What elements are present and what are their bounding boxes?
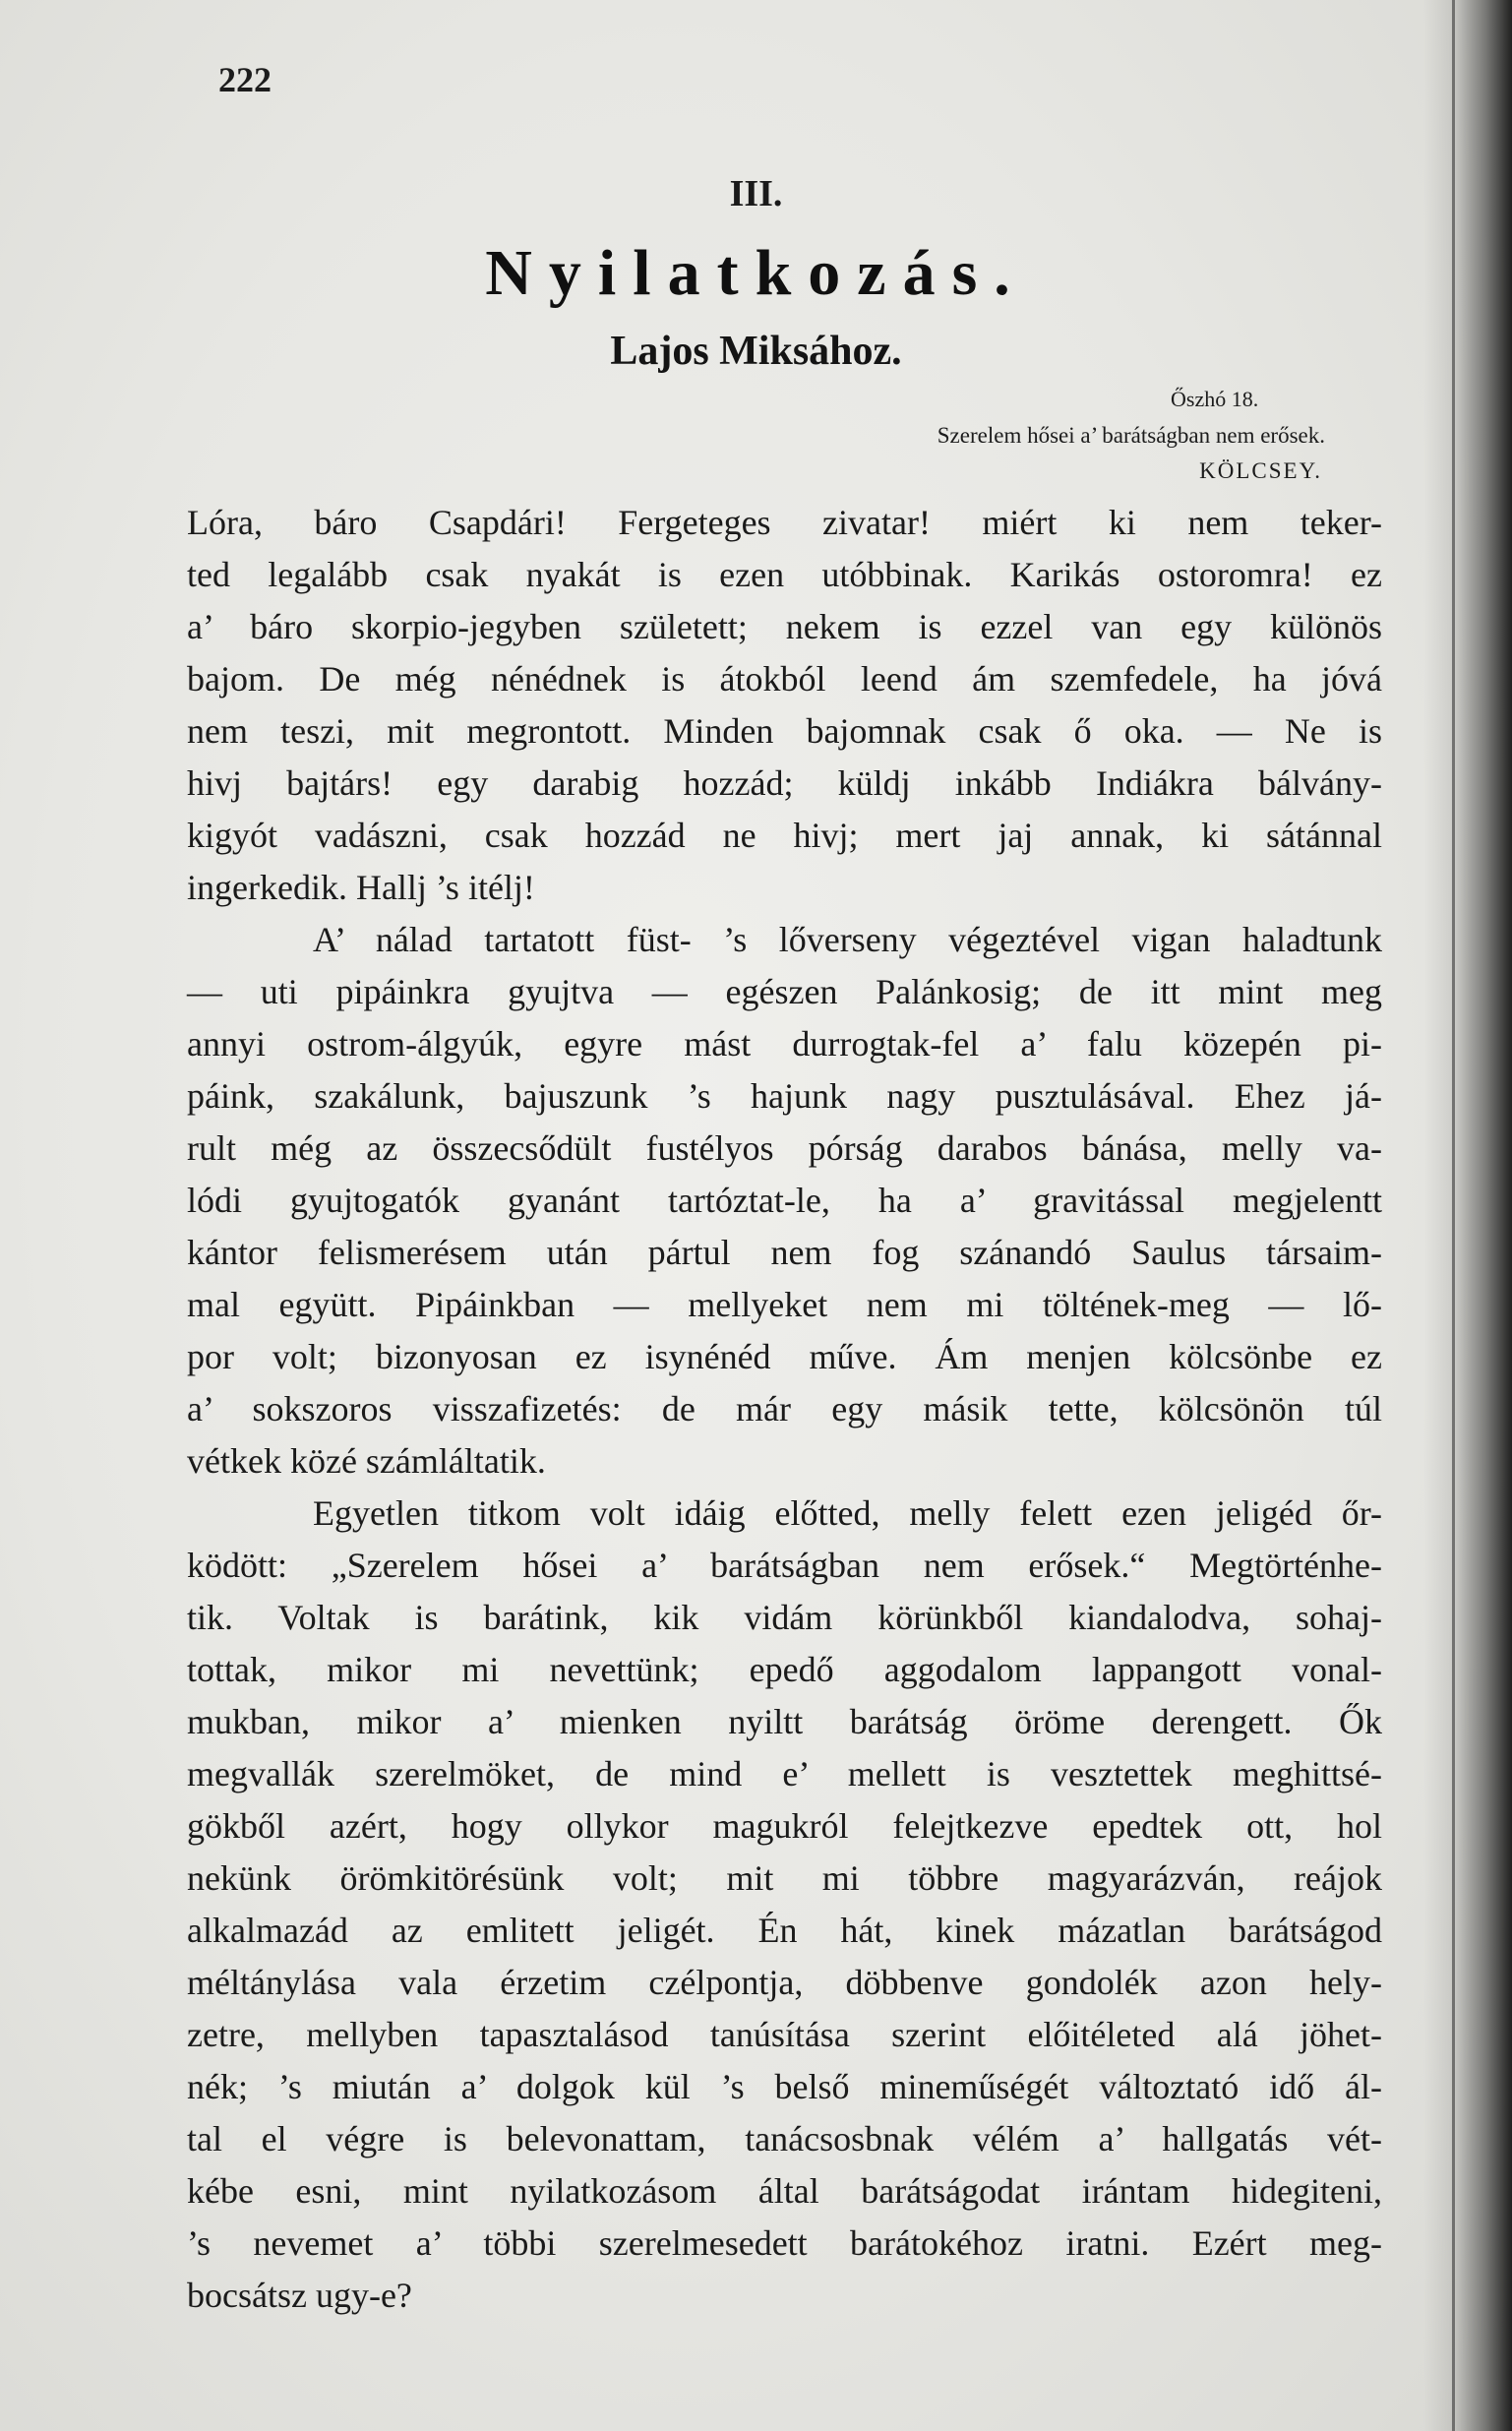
text-line: Lóra, báro Csapdári! Fergeteges zivatar! miért ki nem teker-	[187, 503, 1382, 542]
text-line: bocsátsz ugy-e?	[187, 2276, 412, 2315]
text-line: alkalmazád az emlitett jeligét. Én hát, kinek mázatlan barátságod	[187, 1911, 1382, 1950]
text-line: por volt; bizonyosan ez isynénéd műve. Ám menjen kölcsönbe ez	[187, 1337, 1382, 1376]
text-line: kigyót vadászni, csak hozzád ne hivj; mert jaj annak, ki sátánnal	[187, 816, 1382, 855]
text-line: tottak, mikor mi nevettünk; epedő aggodalom lappangott vonal-	[187, 1650, 1382, 1689]
text-line: gökből azért, hogy ollykor magukról felejtkezve epedtek ott, hol	[187, 1806, 1382, 1846]
text-line: tal el végre is belevonattam, tanácsosbnak vélém a’ hallgatás vét-	[187, 2119, 1382, 2158]
text-line: megvallák szerelmöket, de mind e’ mellett is vesztettek meghittsé-	[187, 1754, 1382, 1793]
text-line: méltánylása vala érzetim czélpontja, döbbenve gondolék azon hely-	[187, 1963, 1382, 2002]
text-line: mal együtt. Pipáinkban — mellyeket nem mi töltének-meg — lő-	[187, 1285, 1382, 1324]
text-line: nék; ’s miután a’ dolgok kül ’s belső mineműségét változtató idő ál-	[187, 2067, 1382, 2106]
text-line: tik. Voltak is barátink, kik vidám körünkből kiandalodva, sohaj-	[187, 1598, 1382, 1637]
text-line: ’s nevemet a’ többi szerelmesedett barátokéhoz iratni. Ezért meg-	[187, 2223, 1382, 2263]
text-line: a’ sokszoros visszafizetés: de már egy másik tette, kölcsönön túl	[187, 1389, 1382, 1428]
text-line: annyi ostrom-álgyúk, egyre mást durrogtak-fel a’ falu közepén pi-	[187, 1024, 1382, 1064]
text-line: ingerkedik. Hallj ’s itélj!	[187, 868, 535, 907]
page-number: 222	[218, 60, 272, 99]
text-line: zetre, mellyben tapasztalásod tanúsítása szerint előitéleted alá jöhet-	[187, 2015, 1382, 2054]
text-line: — uti pipáinkra gyujtva — egészen Palánkosig; de itt mint meg	[187, 972, 1382, 1011]
text-line: kántor felismerésem után pártul nem fog szánandó Saulus társaim-	[187, 1233, 1382, 1272]
text-line: rult még az összecsődült fustélyos pórság darabos bánása, melly va-	[187, 1128, 1382, 1168]
section-number: III.	[729, 173, 783, 214]
date-line: Őszhó 18.	[1171, 387, 1259, 411]
text-line: hivj bajtárs! egy darabig hozzád; küldj inkább Indiákra bálvány-	[187, 763, 1382, 803]
text-line: vétkek közé számláltatik.	[187, 1441, 546, 1481]
text-line: A’ nálad tartatott füst- ’s lőverseny végeztével vigan haladtunk	[313, 920, 1382, 959]
text-line: nem teszi, mit megrontott. Minden bajomnak csak ő oka. — Ne is	[187, 711, 1382, 751]
page-title: Nyilatkozás.	[485, 237, 1027, 309]
text-line: Egyetlen titkom volt idáig előtted, melly felett ezen jeligéd őr-	[313, 1493, 1382, 1533]
text-line: bajom. De még nénédnek is átokból leend ám szemfedele, ha jóvá	[187, 659, 1382, 699]
dedication-subtitle: Lajos Miksához.	[610, 329, 902, 374]
text-line: kébe esni, mint nyilatkozásom által barátságodat irántam hidegiteni,	[187, 2171, 1382, 2211]
text-line: lódi gyujtogatók gyanánt tartóztat-le, ha a’ gravitással megjelentt	[187, 1181, 1382, 1220]
text-line: ködött: „Szerelem hősei a’ barátságban nem erősek.“ Megtörténhe-	[187, 1546, 1382, 1585]
text-line: a’ báro skorpio-jegyben született; nekem is ezzel van egy különös	[187, 607, 1382, 646]
body-text	[187, 497, 1382, 2322]
epigraph: Szerelem hősei a’ barátságban nem erősek.	[937, 423, 1325, 448]
text-line: ted legalább csak nyakát is ezen utóbbinak. Karikás ostoromra! ez	[187, 555, 1382, 594]
epigraph-author: KÖLCSEY.	[1199, 458, 1322, 483]
text-line: páink, szakálunk, bajuszunk ’s hajunk nagy pusztulásával. Ehez já-	[187, 1076, 1382, 1116]
text-line: nekünk örömkitörésünk volt; mit mi többre magyarázván, reájok	[187, 1858, 1382, 1898]
text-line: mukban, mikor a’ mienken nyiltt barátság öröme derengett. Ők	[187, 1702, 1382, 1741]
